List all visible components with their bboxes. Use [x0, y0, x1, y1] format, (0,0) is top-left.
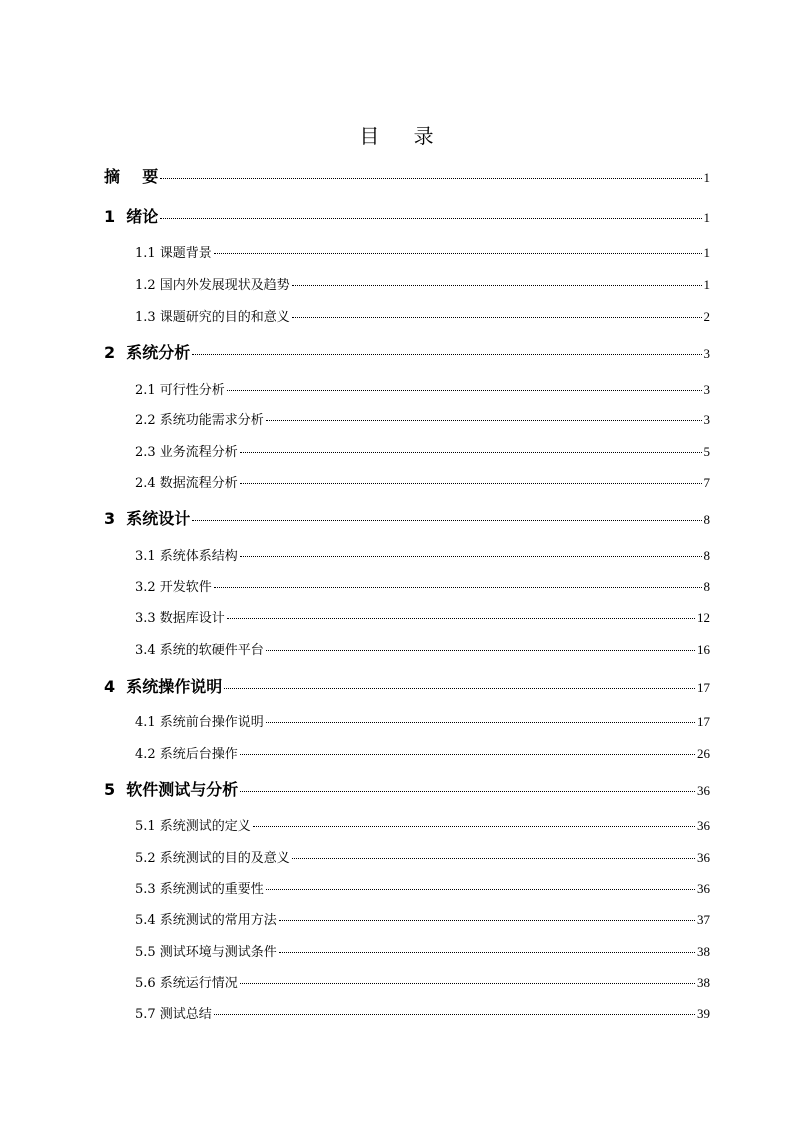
toc-section-entry[interactable] [135, 941, 710, 960]
toc-page-number: 39 [697, 1006, 710, 1021]
toc-section-entry[interactable] [135, 306, 710, 325]
toc-page-number: 36 [697, 783, 710, 798]
toc-section-entry[interactable] [135, 472, 710, 491]
toc-entry-label: 2.4 数据流程分析 [135, 476, 238, 491]
toc-page-number: 8 [703, 512, 710, 527]
toc-dot-leader [266, 650, 695, 651]
toc-dot-leader [292, 858, 695, 859]
toc-entry-label: 1 绪论 [104, 207, 159, 226]
toc-page-number: 12 [697, 610, 710, 625]
toc-entry-label: 2.1 可行性分析 [135, 383, 225, 398]
toc-section-entry[interactable] [135, 409, 710, 428]
toc-section-entry[interactable] [135, 847, 710, 866]
toc-entry-label: 2 系统分析 [104, 343, 191, 362]
toc-entry-label: 1.3 课题研究的目的和意义 [135, 310, 290, 325]
toc-section-entry[interactable] [135, 379, 710, 398]
toc-page-number: 3 [703, 412, 710, 427]
toc-page-number: 8 [703, 548, 710, 563]
toc-entry-label: 3 系统设计 [104, 509, 191, 528]
toc-page-number: 36 [697, 850, 710, 865]
toc-title: 目 录 [359, 124, 448, 148]
toc-dot-leader [279, 920, 695, 921]
toc-dot-leader [279, 952, 695, 953]
toc-dot-leader [227, 618, 695, 619]
toc-section-entry[interactable] [135, 972, 710, 991]
toc-dot-leader [240, 556, 702, 557]
toc-entry-label: 5.2 系统测试的目的及意义 [135, 851, 290, 866]
toc-chapter-entry[interactable] [104, 777, 710, 800]
toc-entry-label: 2.3 业务流程分析 [135, 445, 238, 460]
toc-dot-leader [227, 390, 702, 391]
toc-dot-leader [224, 688, 695, 689]
toc-page-number: 16 [697, 642, 710, 657]
toc-chapter-entry[interactable] [104, 340, 710, 363]
toc-page-number: 7 [703, 475, 710, 490]
toc-section-entry[interactable] [135, 1003, 710, 1022]
toc-entry-label: 3.3 数据库设计 [135, 611, 225, 626]
toc-page-number: 1 [703, 245, 710, 260]
toc-entry-label: 1.1 课题背景 [135, 246, 212, 261]
toc-entry-label: 5.5 测试环境与测试条件 [135, 945, 277, 960]
toc-chapter-entry[interactable] [104, 674, 710, 697]
toc-dot-leader [192, 520, 701, 521]
toc-dot-leader [266, 889, 695, 890]
toc-section-entry[interactable] [135, 639, 710, 658]
toc-page-number: 5 [703, 444, 710, 459]
toc-page-number: 37 [697, 912, 710, 927]
toc-dot-leader [160, 218, 701, 219]
toc-entry-label: 2.2 系统功能需求分析 [135, 413, 264, 428]
toc-page-number: 1 [703, 210, 710, 225]
toc-section-entry[interactable] [135, 607, 710, 626]
toc-page-number: 2 [703, 309, 710, 324]
toc-entry-label: 4.1 系统前台操作说明 [135, 715, 264, 730]
toc-section-entry[interactable] [135, 711, 710, 730]
toc-section-entry[interactable] [135, 441, 710, 460]
toc-page-number: 36 [697, 818, 710, 833]
toc-entry-label: 摘 要 [104, 167, 159, 186]
toc-page-number: 1 [703, 170, 710, 185]
toc-dot-leader [160, 178, 701, 179]
toc-chapter-entry[interactable] [104, 204, 710, 227]
toc-dot-leader [253, 826, 695, 827]
toc-section-entry[interactable] [135, 576, 710, 595]
toc-entry-label: 4 系统操作说明 [104, 677, 223, 696]
toc-entry-label: 1.2 国内外发展现状及趋势 [135, 278, 290, 293]
toc-section-entry[interactable] [135, 274, 710, 293]
toc-page-number: 38 [697, 944, 710, 959]
toc-section-entry[interactable] [135, 242, 710, 261]
toc-section-entry[interactable] [135, 743, 710, 762]
toc-dot-leader [292, 317, 702, 318]
toc-dot-leader [214, 1014, 695, 1015]
toc-page-number: 3 [703, 346, 710, 361]
toc-section-entry[interactable] [135, 815, 710, 834]
toc-page-number: 17 [697, 714, 710, 729]
toc-dot-leader [266, 420, 702, 421]
toc-entry-label: 5.7 测试总结 [135, 1007, 212, 1022]
toc-page-number: 3 [703, 382, 710, 397]
toc-entry-label: 5.4 系统测试的常用方法 [135, 913, 277, 928]
toc-dot-leader [266, 722, 695, 723]
toc-section-entry[interactable] [135, 909, 710, 928]
toc-dot-leader [240, 791, 695, 792]
toc-entry-label: 3.2 开发软件 [135, 580, 212, 595]
toc-dot-leader [240, 754, 695, 755]
toc-page-number: 38 [697, 975, 710, 990]
toc-dot-leader [240, 983, 695, 984]
toc-dot-leader [240, 483, 702, 484]
toc-entry-label: 3.1 系统体系结构 [135, 549, 238, 564]
toc-entry-label: 5 软件测试与分析 [104, 780, 239, 799]
toc-entry-label: 5.6 系统运行情况 [135, 976, 238, 991]
toc-dot-leader [214, 253, 702, 254]
toc-section-entry[interactable] [135, 545, 710, 564]
toc-dot-leader [192, 354, 701, 355]
toc-dot-leader [292, 285, 702, 286]
toc-dot-leader [214, 587, 702, 588]
toc-page-number: 26 [697, 746, 710, 761]
toc-entry-label: 3.4 系统的软硬件平台 [135, 643, 264, 658]
toc-dot-leader [240, 452, 702, 453]
toc-chapter-entry[interactable] [104, 506, 710, 529]
toc-entry-label: 5.1 系统测试的定义 [135, 819, 251, 834]
toc-page-number: 1 [703, 277, 710, 292]
toc-chapter-entry[interactable] [104, 164, 710, 187]
toc-entry-label: 5.3 系统测试的重要性 [135, 882, 264, 897]
toc-entry-label: 4.2 系统后台操作 [135, 747, 238, 762]
toc-page-number: 36 [697, 881, 710, 896]
toc-section-entry[interactable] [135, 878, 710, 897]
toc-page-number: 17 [697, 680, 710, 695]
toc-page-number: 8 [703, 579, 710, 594]
